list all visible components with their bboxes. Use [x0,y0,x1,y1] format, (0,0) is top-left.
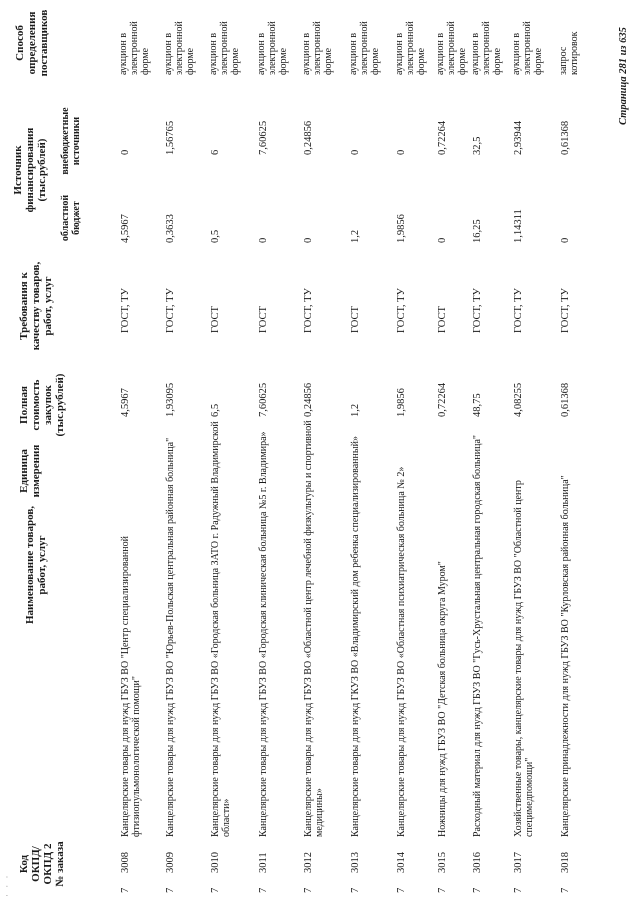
row-order-number: 3011 [258,852,269,873]
row-requirements: ГОСТ, ТУ [560,288,571,333]
row-name: Канцелярские товары для нужд ГБУЗ ВО «Областной центр лечебной физкультуры и спортивной медицины» [303,420,325,837]
row-method-line: запрос [558,46,569,75]
row-order-number: 3014 [396,852,407,873]
row-order-number: 3015 [437,852,448,873]
row-cost: 0,24856 [303,382,314,417]
row-method-line: электронной [446,21,457,75]
row-method-line: форме [323,47,334,75]
row-extra-budget: 0,72264 [437,120,448,155]
header-req-line: Требования к [18,272,30,340]
row-method [348,5,381,75]
row-regional-budget: 1,2 [350,229,361,243]
row-method-line: форме [278,47,289,75]
row-order-number: 3012 [303,852,314,873]
scan-noise: · · · [2,873,12,897]
row-name: Канцелярские товары для нужд ГБУЗ ВО "Центр специализированной фтизиопульмонологической помощи" [120,536,142,837]
row-requirements: ГОСТ [258,306,269,333]
row-extra-budget: 6 [210,149,221,155]
row-code: 7 [303,887,314,893]
header-code-line: ОКПД 2 [42,843,54,885]
row-code: 7 [437,887,448,893]
row-regional-budget: 0 [258,237,269,243]
row-method [118,5,151,75]
row-regional-budget: 1,9856 [396,214,407,243]
header-req-line: качеству товаров, [30,261,42,351]
row-method [394,5,427,75]
row-method [301,5,334,75]
header-sub-line: бюджет [71,201,82,235]
row-order-number: 3008 [120,852,131,873]
row-extra-budget: 0,24856 [303,120,314,155]
page-footer: Страница 281 из 635 [618,27,629,125]
row-method-line: электронной [481,21,492,75]
row-method-line: аукцион в [163,32,174,75]
row-method-line: аукцион в [256,32,267,75]
header-source-line: финансирования [24,127,36,213]
row-code: 7 [560,887,571,893]
row-method [208,5,241,75]
header-requirements [18,251,54,361]
row-regional-budget: 0 [560,237,571,243]
header-code-line: № заказа [54,841,66,887]
row-regional-budget: 0 [303,237,314,243]
row-cost: 7,60625 [258,382,269,417]
row-cost: 1,9856 [396,388,407,417]
row-order-number: 3009 [165,852,176,873]
header-sub-line: внебюджетные [60,107,71,175]
header-name [24,475,48,655]
row-cost: 1,2 [350,403,361,417]
row-method-line: аукцион в [511,32,522,75]
row-code: 7 [258,887,269,893]
header-code-line: Код [18,854,30,874]
row-order-number: 3016 [472,852,483,873]
header-cost [18,365,66,445]
header-source-regional [60,183,82,253]
row-method-line: форме [140,47,151,75]
row-requirements: ГОСТ, ТУ [165,288,176,333]
row-method-line: форме [416,47,427,75]
row-code: 7 [350,887,361,893]
row-name: Хозяйственные товары, канцелярские товары для нужд ГБУЗ ВО "Областной центр специмедпомощи" [513,480,535,837]
row-cost: 0,72264 [437,382,448,417]
row-extra-budget: 0 [350,149,361,155]
row-method [435,5,468,75]
row-cost: 0,61368 [560,382,571,417]
row-code: 7 [210,887,221,893]
row-extra-budget: 2,93944 [513,120,524,155]
header-method [14,1,50,85]
row-method-line: котировок [569,31,580,75]
row-extra-budget: 32,5 [472,136,483,155]
row-method [558,5,580,75]
row-order-number: 3013 [350,852,361,873]
row-requirements: ГОСТ, ТУ [303,288,314,333]
header-sub-line: источники [71,116,82,166]
row-method-line: электронной [267,21,278,75]
row-extra-budget: 1,56765 [165,120,176,155]
row-cost: 4,5967 [120,388,131,417]
row-code: 7 [165,887,176,893]
header-cost-line: стоимость [30,379,42,431]
row-code: 7 [472,887,483,893]
row-name: Канцелярские принадлежности для нужд ГБУЗ ВО "Курловская районная больница" [560,475,571,837]
row-method-line: электронной [312,21,323,75]
row-name: Расходный материал для нужд ГБУЗ ВО "Гусь-Хрустальная центральная городская больница" [472,435,483,837]
header-method-line: Способ [14,25,26,61]
header-code [18,829,66,899]
row-requirements: ГОСТ [210,306,221,333]
row-requirements: ГОСТ, ТУ [513,288,524,333]
row-requirements: ГОСТ, ТУ [120,288,131,333]
row-name: Канцелярские товары для нужд ГКУЗ ВО «Владимирский дом ребенка специализированный» [350,436,361,837]
row-requirements: ГОСТ, ТУ [396,288,407,333]
row-method [511,5,544,75]
row-method-line: электронной [129,21,140,75]
row-method-line: форме [185,47,196,75]
header-sub-line: областной [60,194,71,242]
row-method-line: электронной [219,21,230,75]
header-code-line: ОКПД/ [30,846,42,882]
row-code: 7 [513,887,524,893]
row-method-line: форме [492,47,503,75]
header-cost-line: (тыс.рублей) [54,373,66,437]
row-name: Канцелярские товары для нужд ГБУЗ ВО "Юрьев-Польская центральная районная больница" [165,437,176,837]
row-name: Канцелярские товары для нужд ГБУЗ ВО «Областная психиатрическая больница № 2» [396,466,407,837]
row-name: Ножницы для нужд ГБУЗ ВО "Детская больница округа Муром" [437,561,448,837]
row-method [256,5,289,75]
row-method-line: форме [533,47,544,75]
row-method [163,5,196,75]
row-cost: 1,93095 [165,382,176,417]
header-source-line: (тыс.рублей) [36,138,48,202]
header-unit-line: Единица [18,449,30,493]
row-method-line: аукцион в [470,32,481,75]
row-cost: 4,08255 [513,382,524,417]
header-unit-line: измерения [30,444,42,498]
row-requirements: ГОСТ [350,306,361,333]
row-requirements: ГОСТ [437,306,448,333]
header-name-line: Наименование товаров, [24,505,36,625]
row-regional-budget: 0 [437,237,448,243]
row-regional-budget: 16,25 [472,219,483,243]
row-method-line: форме [370,47,381,75]
row-extra-budget: 0 [396,149,407,155]
row-code: 7 [120,887,131,893]
row-regional-budget: 1,14311 [513,209,524,243]
row-method-line: электронной [405,21,416,75]
row-requirements: ГОСТ, ТУ [472,288,483,333]
row-method-line: аукцион в [208,32,219,75]
row-order-number: 3010 [210,852,221,873]
row-method-line: аукцион в [435,32,446,75]
row-extra-budget: 0,61368 [560,120,571,155]
row-method-line: форме [230,47,241,75]
header-cost-line: закупок [42,385,54,425]
row-regional-budget: 4,5967 [120,214,131,243]
row-method [470,5,503,75]
row-order-number: 3018 [560,852,571,873]
row-method-line: электронной [522,21,533,75]
row-regional-budget: 0,3633 [165,214,176,243]
row-regional-budget: 0,5 [210,229,221,243]
row-method-line: аукцион в [394,32,405,75]
row-extra-budget: 0 [120,149,131,155]
row-name: Канцелярские товары для нужд ГБУЗ ВО «Городская клиническая больница №5 г. Владимира» [258,431,269,837]
header-cost-line: Полная [18,386,30,424]
row-method-line: аукцион в [118,32,129,75]
row-method-line: аукцион в [348,32,359,75]
header-req-line: работ, услуг [42,276,54,336]
header-unit [18,441,42,501]
row-cost: 6,5 [210,403,221,417]
row-code: 7 [396,887,407,893]
header-method-line: определения [26,11,38,75]
row-method-line: электронной [174,21,185,75]
row-method-line: электронной [359,21,370,75]
row-cost: 48,75 [472,393,483,417]
row-method-line: аукцион в [301,32,312,75]
header-source-extra [60,101,82,181]
row-order-number: 3017 [513,852,524,873]
header-method-line: поставщиков [38,9,50,77]
header-name-line: работ, услуг [36,535,48,595]
header-source-line: Источник [12,145,24,195]
row-name: Канцелярские товары для нужд ГБУЗ ВО «Городская больница ЗАТО г. Радужный Владимирской области» [210,421,232,837]
header-source [12,105,48,235]
row-extra-budget: 7,60625 [258,120,269,155]
row-method-line: форме [457,47,468,75]
